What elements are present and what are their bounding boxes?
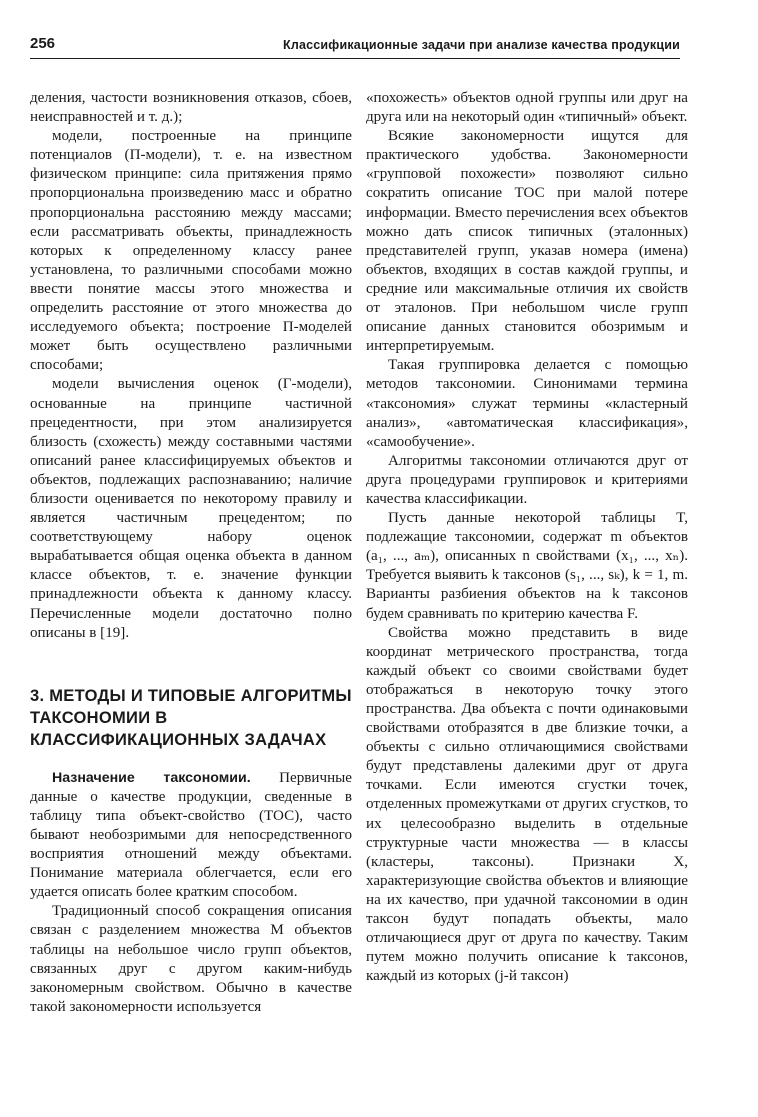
section-heading: 3. МЕТОДЫ И ТИПОВЫЕ АЛГОРИТМЫ ТАКСОНОМИИ В КЛАССИФИКАЦИОННЫХ ЗАДАЧАХ (30, 686, 352, 749)
paragraph: Свойства можно представить в виде координат метрического пространства, тогда каждый объект со своими свойствами будет отображаться в некоторую точку этого пространства. Два объекта с почти одинаковыми свойствами отобразятся в две близкие точки, а объекты с сильно отличающимися свойствами будут представлены далекими друг от друга точками. Если имеются сгустки точек, отделенных промежутками от других сгустков, то их целесообразно выделить в отдельные структурные части множества — в классы (кластеры, таксоны). Признаки X, характеризующие свойства объектов и влияющие на их качество, при удачной таксономии в один таксон будут попадать объекты, мало отличающиеся друг от друга по качеству. Таким путем можно получить описание k таксонов, каждый из которых (j-й таксон) (366, 624, 688, 985)
paragraph: Всякие закономерности ищутся для практического удобства. Закономерности «групповой похожести» позволяют сильно сократить описание ТОС при малой потере информации. Вместо перечисления всех объектов можно дать список типичных (эталонных) представителей групп, указав номера (имена) объектов, входящих в состав каждой группы, и средние или максимальные отличия их свойств от эталонов. При небольшом числе групп описание данных становится обозримым и интерпретируемым. (366, 128, 688, 355)
paragraph: модели вычисления оценок (Г-модели), основанные на принципе частичной прецедентности, при этом анализируется близость (схожесть) между составными частями описаний ранее классифицируемых объектов и объектов, подлежащих распознаванию; наличие близости оценивается по некоторому правилу и является частичным прецедентом; по соответствующему набору оценок вырабатывается общая оценка объекта в данном классе объектов, т. е. значение функции принадлежности объекта к данному классу. Перечисленные модели достаточно полно описаны в [19]. (30, 376, 352, 641)
paragraph: Алгоритмы таксономии отличаются друг от друга процедурами группировок и критериями качества классификации. (366, 452, 688, 507)
page-number: 256 (30, 35, 56, 52)
paragraph: Пусть данные некоторой таблицы T, подлежащие таксономии, содержат m объектов (a₁, ..., aₘ), описанных n свойствами (x₁, ..., xₙ). Требуется выявить k таксонов (s₁, ..., sₖ), k = 1, m. Варианты разбиения объектов на k таксонов будем сравнивать по критерию качества F. (366, 510, 688, 622)
paragraph-text: Первичные данные о качестве продукции, сведенные в таблицу типа объект-свойство (ТОС), часто бывают необозримыми для непосредственного восприятия отношений между объектами. Понимание материала облегчается, если его удается описать более кратким способом. (30, 769, 352, 901)
right-column (366, 89, 688, 986)
paragraph: Такая группировка делается с помощью методов таксономии. Синонимами термина «таксономия» служат термины «кластерный анализ», «автоматическая классификация», «самообучение». (366, 357, 688, 450)
paragraph (30, 769, 352, 903)
run-in-heading: Назначение таксономии. (52, 769, 251, 786)
paragraph: «похожесть» объектов одной группы или друг на друга или на некоторый один «типичный» объект. (366, 90, 688, 126)
left-column (30, 89, 352, 1017)
paragraph: Традиционный способ сокращения описания связан с разделением множества М объектов таблицы на небольшое число групп объектов, связанных друг с другом каким-нибудь закономерным свойством. Обычно в качестве такой закономерности используется (30, 903, 352, 1015)
paragraph: модели, построенные на принципе потенциалов (П-модели), т. е. на известном физическом принципе: сила притяжения прямо пропорциональна произведению масс и обратно пропорциональна расстоянию между массами; если рассматривать объекты, принадлежность которых к определенному классу ранее установлена, то различными способами можно ввести понятие массы этого множества и определить расстояние от этого множества до исследуемого объекта; построение П-моделей может быть осуществлено различными способами; (30, 128, 352, 374)
running-title: Классификационные задачи при анализе качества продукции (283, 38, 680, 52)
paragraph: деления, частости возникновения отказов, сбоев, неисправностей и т. д.); (30, 90, 352, 126)
page-header (30, 34, 680, 59)
